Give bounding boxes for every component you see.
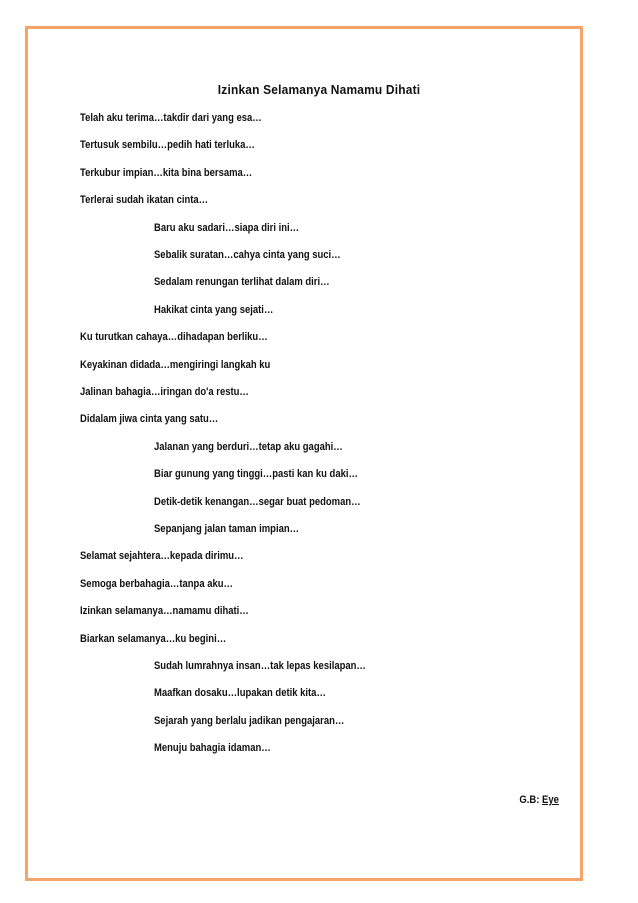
poem-line: Izinkan selamanya…namamu dihati…: [80, 605, 249, 618]
poem-line: Maafkan dosaku…lupakan detik kita…: [154, 687, 326, 700]
poem-line: Sepanjang jalan taman impian…: [154, 523, 300, 535]
signature-prefix: G.B:: [519, 794, 540, 806]
poem-line: Telah aku terima…takdir dari yang esa…: [80, 112, 262, 124]
poem-line: Sudah lumrahnya insan…tak lepas kesilapan…: [154, 660, 366, 672]
signature: [520, 794, 559, 806]
poem-line: Sedalam renungan terlihat dalam diri…: [154, 276, 330, 289]
poem-line: Semoga berbahagia…tanpa aku…: [80, 577, 233, 590]
poem-title: Izinkan Selamanya Namamu Dihati: [217, 82, 421, 97]
poem-line: Sebalik suratan…cahya cinta yang suci…: [154, 249, 341, 261]
poem-line: Hakikat cinta yang sejati…: [154, 303, 274, 316]
poem-line: Sejarah yang berlalu jadikan pengajaran…: [154, 714, 345, 727]
poem-line: Tertusuk sembilu…pedih hati terluka…: [80, 139, 255, 152]
poem-line: Jalinan bahagia…iringan do'a restu…: [80, 386, 249, 398]
poem-line: Keyakinan didada…mengiringi langkah ku: [80, 358, 271, 371]
signature-name: Eye: [542, 794, 559, 806]
poem-line: Biarkan selamanya…ku begini…: [80, 632, 227, 645]
poem-line: Jalanan yang berduri…tetap aku gagahi…: [154, 440, 343, 453]
poem-line: Ku turutkan cahaya…dihadapan berliku…: [80, 331, 268, 344]
poem-line: Terkubur impian…kita bina bersama…: [80, 166, 253, 179]
poem-line: Baru aku sadari…siapa diri ini…: [154, 221, 300, 234]
poem-line: Menuju bahagia idaman…: [154, 742, 271, 755]
poem-line: Selamat sejahtera…kepada dirimu…: [80, 550, 244, 563]
poem-line: Terlerai sudah ikatan cinta…: [80, 194, 209, 207]
page-border: [25, 26, 583, 881]
poem-line: Biar gunung yang tinggi…pasti kan ku daki…: [154, 468, 358, 481]
poem-line: Didalam jiwa cinta yang satu…: [80, 413, 219, 426]
poem-line: Detik-detik kenangan…segar buat pedoman…: [154, 495, 361, 508]
